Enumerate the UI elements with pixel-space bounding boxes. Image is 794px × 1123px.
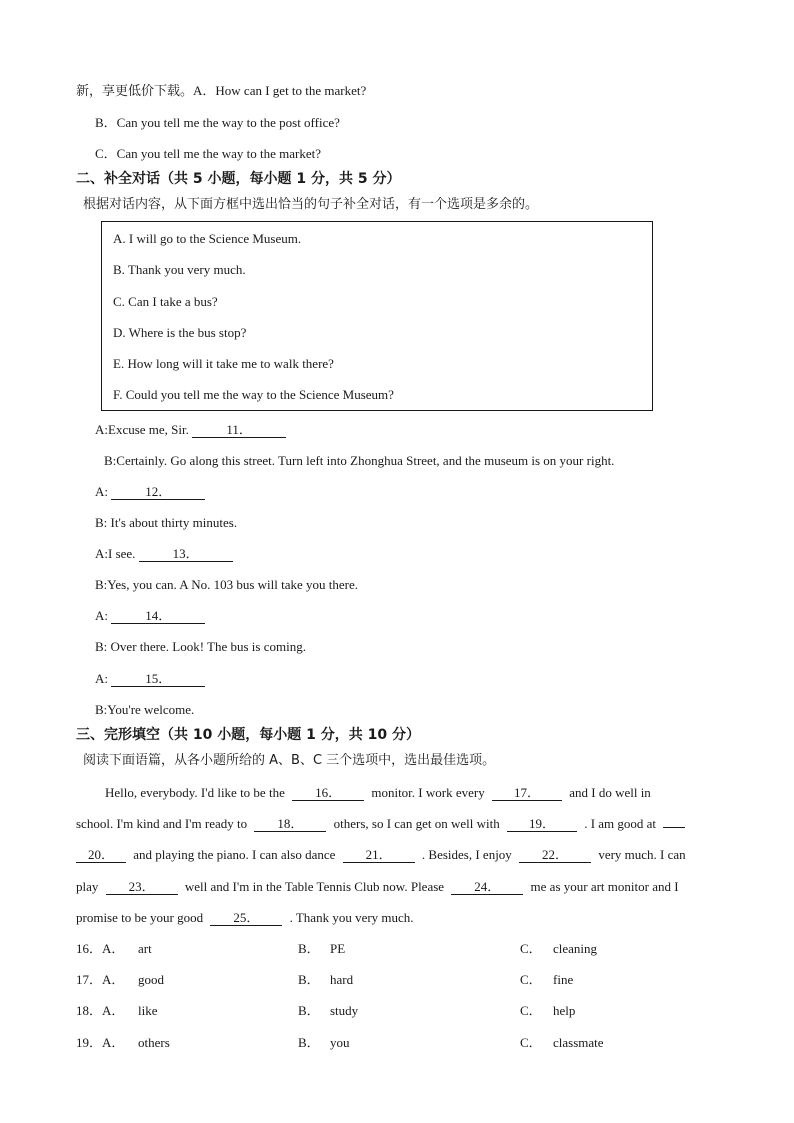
option-b[interactable]: you <box>330 1035 350 1050</box>
section2-title: 二、补全对话（共 5 小题，每小题 1 分，共 5 分） <box>76 171 401 187</box>
choice-a: A. I will go to the Science Museum. <box>113 231 302 246</box>
choice-b: B. Thank you very much. <box>113 262 246 277</box>
passage-line-1 <box>105 785 651 801</box>
cloze-blank-16[interactable]: 16． <box>292 786 364 801</box>
passage-text: others, so I can get on well with <box>333 816 500 831</box>
intro-option-a: A．How can I get to the market? <box>193 83 367 98</box>
cloze-blank-20-start[interactable] <box>663 827 685 828</box>
choice-c: C. Can I take a bus? <box>113 294 218 309</box>
choice-d: D. Where is the bus stop? <box>113 325 247 340</box>
dialogue-line <box>95 671 205 687</box>
cloze-blank-23[interactable]: 23． <box>106 880 178 895</box>
cloze-blank-19[interactable]: 19． <box>507 817 577 832</box>
passage-line-4 <box>76 879 679 895</box>
cloze-blank-25[interactable]: 25． <box>210 911 282 926</box>
cloze-blank-21[interactable]: 21． <box>343 848 415 863</box>
choice-e: E. How long will it take me to walk there? <box>113 356 334 371</box>
choice-box <box>101 221 653 411</box>
passage-text: promise to be your good <box>76 910 204 925</box>
option-c[interactable]: classmate <box>553 1035 604 1050</box>
option-b-label: B． <box>298 972 320 987</box>
option-c-label: C． <box>520 1003 542 1018</box>
option-a[interactable]: like <box>138 1003 158 1018</box>
option-a[interactable]: art <box>138 941 152 956</box>
dialogue-line: B:Certainly. Go along this street. Turn left into Zhonghua Street, and the museum is on your right. <box>104 453 615 468</box>
dialogue-text: A:Excuse me, Sir. <box>95 422 193 437</box>
question-number: 17．A． <box>76 972 125 987</box>
passage-text: school. I'm kind and I'm ready to <box>76 816 248 831</box>
passage-text: well and I'm in the Table Tennis Club now. Please <box>184 879 445 894</box>
answer-blank-11[interactable]: 11． <box>192 423 286 438</box>
dialogue-line: B:You're welcome. <box>95 702 195 717</box>
option-c[interactable]: cleaning <box>553 941 598 956</box>
section2-instruction: 根据对话内容，从下面方框中选出恰当的句子补全对话，有一个选项是多余的。 <box>83 197 539 212</box>
option-c-label: C． <box>520 972 542 987</box>
intro-line-a <box>76 83 366 100</box>
option-a[interactable]: others <box>138 1035 170 1050</box>
passage-text: Hello, everybody. I'd like to be the <box>105 785 285 800</box>
answer-blank-14[interactable]: 14． <box>111 609 205 624</box>
passage-text: . Besides, I enjoy <box>421 847 512 862</box>
option-b[interactable]: PE <box>330 941 346 956</box>
option-b-label: B． <box>298 941 320 956</box>
answer-blank-12[interactable]: 12． <box>111 485 205 500</box>
passage-text: and playing the piano. I can also dance <box>133 847 336 862</box>
option-c[interactable]: fine <box>553 972 574 987</box>
answer-blank-15[interactable]: 15． <box>111 672 205 687</box>
dialogue-line: B: It's about thirty minutes. <box>95 515 238 530</box>
dialogue-line: B: Over there. Look! The bus is coming. <box>95 639 306 654</box>
option-c-label: C． <box>520 1035 542 1050</box>
cloze-blank-17[interactable]: 17． <box>492 786 562 801</box>
cloze-blank-18[interactable]: 18． <box>254 817 326 832</box>
cloze-blank-24[interactable]: 24． <box>451 880 523 895</box>
passage-text: and I do well in <box>569 785 651 800</box>
passage-line-3 <box>76 847 686 863</box>
section3-instruction: 阅读下面语篇，从各小题所给的 A、B、C 三个选项中，选出最佳选项。 <box>83 753 496 768</box>
option-c-label: C． <box>520 941 542 956</box>
option-a[interactable]: good <box>138 972 164 987</box>
dialogue-line <box>95 422 286 438</box>
passage-text: me as your art monitor and I <box>530 879 679 894</box>
section3-title: 三、完形填空（共 10 小题，每小题 1 分，共 10 分） <box>76 727 420 743</box>
dialogue-text: A: <box>95 484 112 499</box>
dialogue-text: A: <box>95 671 112 686</box>
dialogue-line: B:Yes, you can. A No. 103 bus will take you there. <box>95 577 358 592</box>
dialogue-text: A: <box>95 608 112 623</box>
option-b-label: B． <box>298 1035 320 1050</box>
intro-prefix: 新，享更低价下载。 <box>76 84 194 99</box>
intro-option-b: B．Can you tell me the way to the post office? <box>95 115 340 130</box>
dialogue-line <box>95 608 205 624</box>
choice-f: F. Could you tell me the way to the Science Museum? <box>113 387 394 402</box>
dialogue-line <box>95 484 205 500</box>
passage-text: monitor. I work every <box>371 785 485 800</box>
option-b[interactable]: study <box>330 1003 359 1018</box>
passage-text: . Thank you very much. <box>289 910 414 925</box>
option-b[interactable]: hard <box>330 972 354 987</box>
question-number: 18．A． <box>76 1003 125 1018</box>
passage-line-5 <box>76 910 414 926</box>
dialogue-text: A:I see. <box>95 546 139 561</box>
passage-text: . I am good at <box>584 816 657 831</box>
dialogue-line <box>95 546 233 562</box>
cloze-blank-22[interactable]: 22． <box>519 848 591 863</box>
passage-line-2 <box>76 816 685 832</box>
question-number: 19．A． <box>76 1035 125 1050</box>
intro-option-c: C．Can you tell me the way to the market? <box>95 146 321 161</box>
question-number: 16．A． <box>76 941 125 956</box>
answer-blank-13[interactable]: 13． <box>139 547 233 562</box>
option-b-label: B． <box>298 1003 320 1018</box>
passage-text: very much. I can <box>598 847 686 862</box>
cloze-blank-20[interactable]: 20． <box>76 848 126 863</box>
option-c[interactable]: help <box>553 1003 576 1018</box>
passage-text: play <box>76 879 99 894</box>
